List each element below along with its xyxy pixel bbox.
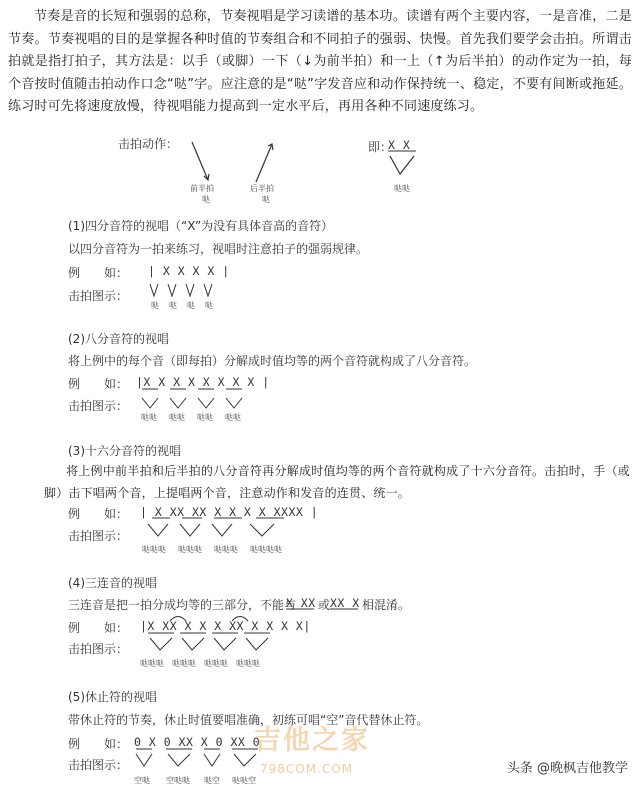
section-4-title: (4)三连音的视唱 [68,576,157,590]
section-2-syllable: 哒哒 [197,413,213,422]
front-da-syllable: 哒 [202,195,210,204]
section-2-notes: |X X X X X X X X | [136,375,270,389]
section-2-syllable: 哒哒 [141,413,157,422]
section-3-syllable: 哒哒哒 [178,545,202,554]
section-4-example-label: 例 如： [68,621,129,635]
section-4-syllable: 哒哒哒 [172,659,196,668]
section-4-syllable: 哒哒哒 [236,659,260,668]
section-4-syllable: 哒哒哒 [204,659,228,668]
section-1-notes: | X X X X | [148,264,230,278]
section-3-syllable: 哒哒哒 [142,545,166,554]
section-5-beat-marks [134,748,264,770]
section-2-beams [140,388,270,394]
section-4-desc: 三连音是把一拍分成均等的三部分，不能与 [68,598,297,612]
section-5-syllable: 哒哒空 [232,776,256,785]
section-4-desc-or: 或 [318,598,331,612]
section-1-desc: 以四分音符为一拍来练习，视唱时注意拍子的强弱规律。 [68,242,369,256]
ji-label: 即： [368,140,393,154]
section-4-desc-beams [286,608,366,614]
watermark-logo: 吉他之家 [254,725,370,756]
back-da-syllable: 哒 [262,195,270,204]
ji-notes: X X [388,138,411,152]
section-1-example-label: 例 如： [68,266,129,280]
section-5-syllable: 哒空 [204,776,220,785]
section-1-title: (1)四分音符的视唱（“X”为没有具体音高的音符） [68,219,334,233]
section-1-syllable: 哒 [187,301,195,310]
section-1-diagram-label: 击拍图示： [68,289,129,303]
section-5-diagram-label: 击拍图示： [68,758,129,772]
section-4-notes: |X XX X X X XX X X X X| [140,619,311,633]
ji-beat-mark [388,150,428,180]
section-3-desc: 将上例中前半拍和后半拍的八分音符再分解成时值均等的两个音符就构成了十六分音符。击拍时，手（或脚）击下唱两个音，上提唱两个音，注意动作和发音的连贯、统一。 [44,464,630,500]
section-4-desc-rhythm-a: X XX [286,596,316,610]
section-5-example-label: 例 如： [68,737,129,751]
section-2-diagram-label: 击拍图示： [68,399,129,413]
section-3-syllable: 哒哒哒哒 [250,545,282,554]
section-4-diagram-label: 击拍图示： [68,642,129,656]
section-1-syllable: 哒 [205,301,213,310]
section-3-beat-marks [146,522,296,540]
watermark-site: 798COM.COM [260,762,354,776]
section-2-syllable: 哒哒 [169,413,185,422]
section-3-title: (3)十六分音符的视唱 [68,444,181,458]
section-5-syllable: 空哒哒 [166,776,190,785]
section-5-title: (5)休止符的视唱 [68,690,157,704]
intro-paragraph: 节奏是音的长短和强弱的总称，节奏视唱是学习读谱的基本功。读谱有两个主要内容，一是音准，二是节奏。节奏视唱的目的是掌握各种时值的节奏组合和不同拍子的强弱、快慢。首先我们要学会击拍。所谓击拍就是指打拍子，其方法是：以手（或脚）一下（↓为前半拍）和一上（↑为后半拍）的动作定为一拍，每个音按时值随击拍动作口念“哒”字。应注意的是“哒”字发音应和动作保持统一、稳定，不要有间断或拖延。练习时可先将速度放慢，待视唱能力提高到一定水平后，再用各种不同速度练习。 [8,9,632,114]
section-3-syllable: 哒哒哒 [214,545,238,554]
section-1-syllable: 哒 [151,301,159,310]
section-4-desc-rhythm-b: XX X [330,596,360,610]
beat-action-label: 击拍动作： [118,137,179,151]
section-4-beat-marks [146,632,276,654]
section-2-beat-marks [140,396,270,412]
section-2-desc: 将上例中的每个音（即每拍）分解成时值均等的两个音符就构成了八分音符。 [68,354,477,368]
back-half-beat-label: 后半拍 [250,184,274,193]
ji-da-syllables: 哒哒 [394,184,410,193]
section-1-syllable: 哒 [169,301,177,310]
section-3-example-label: 例 如： [68,507,129,521]
section-4-syllable: 哒哒哒 [140,659,164,668]
section-4-desc-end: 相混淆。 [362,598,411,612]
section-2-example-label: 例 如： [68,377,129,391]
section-5-desc: 带休止符的节奏，休止时值要唱准确，初练可唱“空”音代替休止符。 [68,713,429,727]
section-2-syllable: 哒哒 [225,413,241,422]
section-3-diagram-label: 击拍图示： [68,529,129,543]
section-5-syllable: 空哒 [134,776,150,785]
section-1-beat-marks [148,282,228,300]
author-credit: 头条 @晚枫吉他教学 [506,761,628,776]
section-3-notes: | X XX XX X X X X XXXX | [140,505,319,519]
front-half-beat-label: 前半拍 [190,184,214,193]
section-5-notes: 0 X 0 XX X 0 XX 0 [134,735,261,749]
section-2-title: (2)八分音符的视唱 [68,332,169,346]
